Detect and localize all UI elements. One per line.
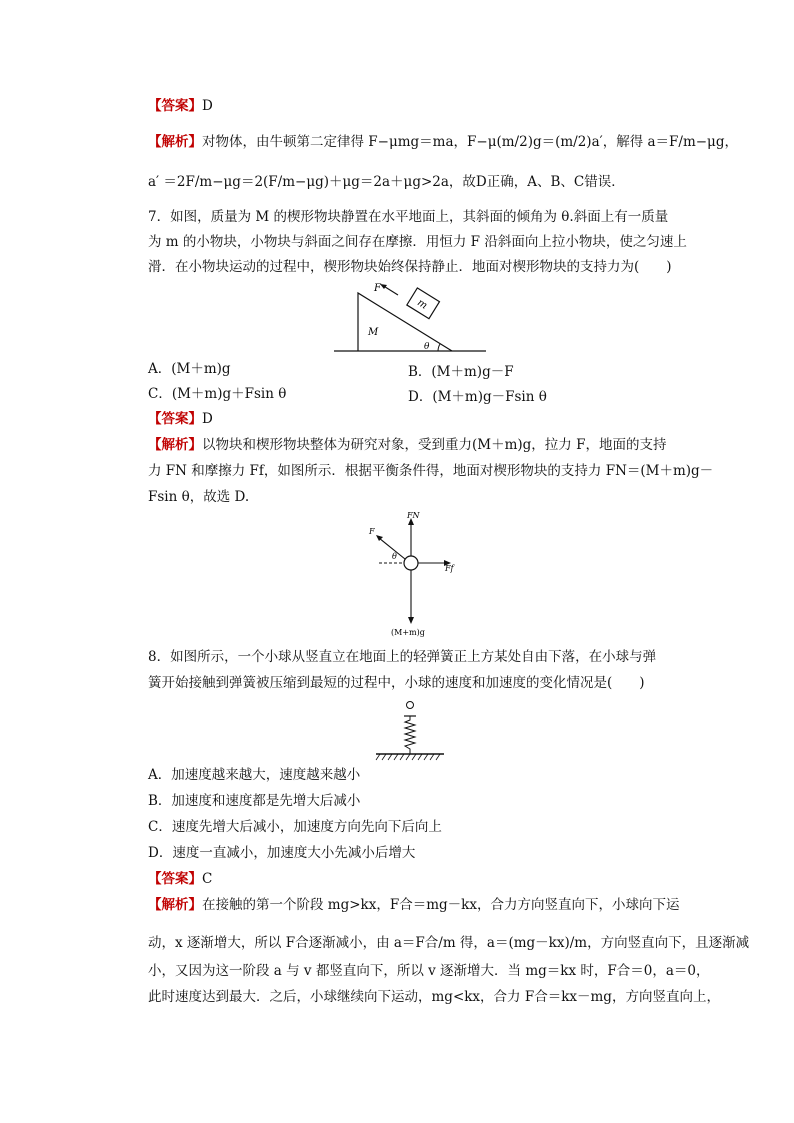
- q7-stem-line-3: 滑．在小物块运动的过程中，楔形物块始终保持静止．地面对楔形物块的支持力为( ): [148, 259, 672, 275]
- svg-text:θ: θ: [392, 552, 397, 561]
- label-G: (M+m)g: [391, 628, 425, 637]
- ball: [407, 702, 414, 709]
- q7-option-D: D．(M＋m)g－Fsin θ: [408, 389, 547, 405]
- q7-option-B: B．(M＋m)g－F: [408, 364, 514, 380]
- q6-answer: D: [202, 98, 213, 114]
- q7-analysis-line-3: Fsin θ，故选 D.: [148, 489, 250, 505]
- body-circle: [404, 556, 418, 570]
- label-FN: FN: [407, 511, 420, 520]
- q7-wedge-figure: [330, 283, 490, 355]
- q8-analysis-line-4: 此时速度达到最大．之后，小球继续向下运动，mg<kx，合力 F合＝kx－mg，方向竖直向上，: [148, 989, 720, 1005]
- q8-option-C: C．速度先增大后减小，加速度方向先向下后向上: [148, 819, 442, 835]
- q7-stem-line-2: 为 m 的小物块，小物块与斜面之间存在摩擦．用恒力 F 沿斜面向上拉小物块，使之匀速上: [148, 234, 687, 250]
- q8-analysis-line-3: 小，又因为这一阶段 a 与 v 都竖直向下，所以 v 逐渐增大．当 mg＝kx 时，F合＝0，a＝0，: [148, 963, 710, 979]
- label-F: F: [374, 283, 381, 294]
- q7-stem-line-1: 7．如图，质量为 M 的楔形物块静置在水平地面上，其斜面的倾角为 θ.斜面上有一质量: [148, 209, 669, 225]
- q7-answer-line: 【答案】D: [148, 411, 213, 427]
- label-F-fbd: F: [369, 527, 375, 536]
- q7-answer: D: [202, 411, 213, 427]
- q8-stem-line-1: 8．如图所示，一个小球从竖直立在地面上的轻弹簧正上方某处自由下落，在小球与弹: [148, 649, 657, 665]
- q7-free-body-diagram: [365, 508, 465, 642]
- q6-analysis-line-1: 【解析】对物体，由牛顿第二定律得 F−μmg＝ma，F−μ(m/2)g＝(m/2)a′，解得 a＝F/m−μg，: [148, 134, 738, 150]
- q8-option-B: B．加速度和速度都是先增大后减小: [148, 793, 361, 809]
- q8-option-A: A．加速度越来越大，速度越来越小: [148, 767, 361, 783]
- analysis-tag: 【解析】: [148, 134, 202, 150]
- label-theta: θ: [424, 342, 430, 352]
- answer-tag: 【答案】: [148, 98, 202, 114]
- svg-text:m: m: [415, 297, 430, 312]
- q8-analysis-line-2: 动，x 逐渐增大，所以 F合逐渐减小，由 a＝F合/m 得，a＝(mg－kx)/m，方向竖直向下，且逐渐减: [148, 935, 750, 951]
- q8-answer-line: 【答案】C: [148, 871, 213, 887]
- spring-coil: [405, 716, 415, 754]
- q8-analysis-line-1: 【解析】在接触的第一个阶段 mg>kx，F合＝mg－kx，合力方向竖直向下，小球向下运: [148, 897, 680, 913]
- q8-stem-line-2: 簧开始接触到弹簧被压缩到最短的过程中，小球的速度和加速度的变化情况是( ): [148, 675, 645, 691]
- q6-answer-line: [148, 97, 668, 115]
- label-M: M: [368, 327, 379, 338]
- q7-analysis-line-2: 力 FN 和摩擦力 Ff，如图所示．根据平衡条件得，地面对楔形物块的支持力 FN＝(M＋m)g－: [148, 463, 714, 479]
- q7-analysis-line-1: 【解析】以物块和楔形物块整体为研究对象，受到重力(M＋m)g，拉力 F，地面的支持: [148, 437, 667, 453]
- label-Ff: Ff: [445, 564, 454, 573]
- q7-option-C: C．(M＋m)g＋Fsin θ: [148, 386, 287, 402]
- q8-answer: C: [202, 871, 213, 887]
- q8-spring-figure: [372, 700, 448, 762]
- q6-analysis-line-2: a′ ＝2F/m−μg＝2(F/m−μg)＋μg＝2a＋μg>2a，故D正确，A、B、C错误．: [148, 174, 625, 190]
- q8-option-D: D．速度一直减小，加速度大小先减小后增大: [148, 845, 416, 861]
- q7-option-A: A．(M＋m)g: [148, 361, 231, 377]
